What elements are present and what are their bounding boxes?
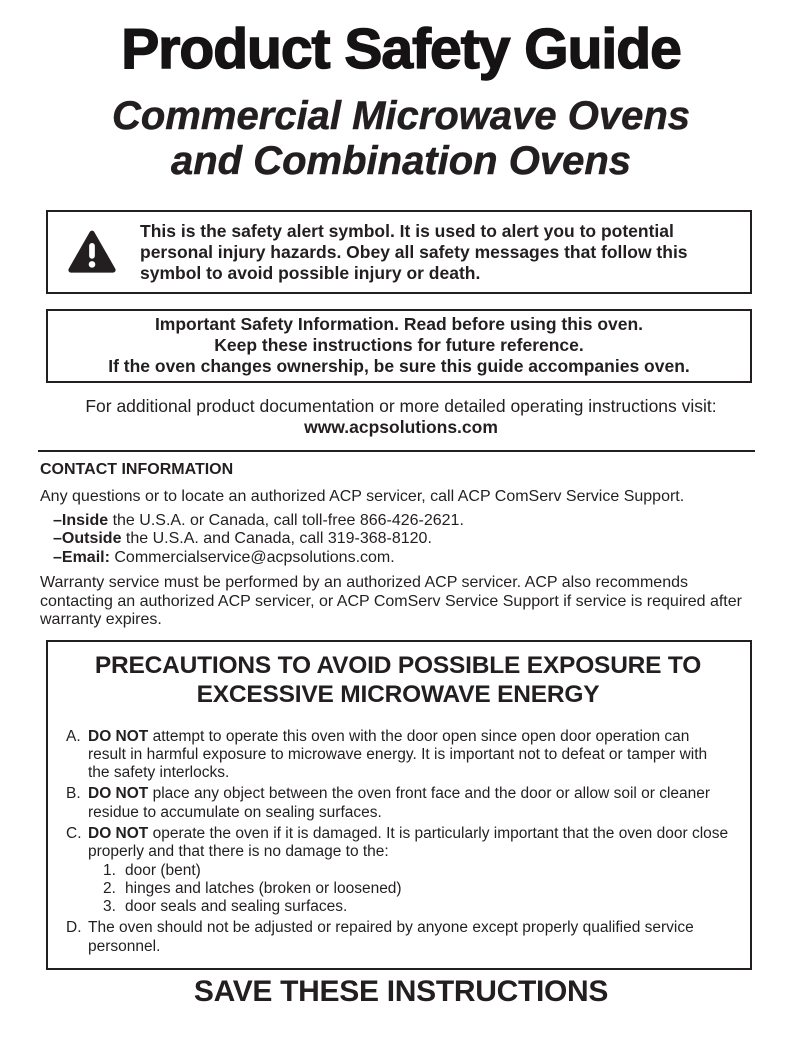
precautions-title (66, 651, 730, 709)
item-bold-prefix: DO NOT (88, 785, 149, 803)
precautions-title-line-2: EXCESSIVE MICROWAVE ENERGY (196, 680, 600, 708)
important-line-3: If the oven changes ownership, be sure this guide accompanies oven. (108, 356, 690, 376)
damage-sub-list (103, 862, 730, 917)
sub-item-3 (103, 898, 730, 916)
item-body (88, 919, 730, 956)
contact-item-text: the U.S.A. or Canada, call toll-free 866-426-2621. (108, 511, 464, 529)
safety-alert-box (46, 210, 752, 294)
item-bold-prefix: DO NOT (88, 727, 149, 745)
important-line-1: Important Safety Information. Read before using this oven. (154, 314, 644, 334)
contact-list (53, 512, 762, 568)
precaution-item-b (66, 785, 730, 822)
contact-information-heading: CONTACT INFORMATION (40, 461, 234, 478)
sub-item-number: 1. (103, 861, 116, 879)
item-letter: C. (66, 824, 82, 842)
sub-item-1 (103, 862, 730, 880)
precautions-list (66, 728, 730, 957)
contact-item-bold: Email: (61, 548, 110, 566)
subtitle-line-2: and Combination Ovens (170, 139, 632, 183)
precaution-item-d (66, 919, 730, 956)
contact-item-outside (53, 530, 762, 549)
item-body (88, 825, 730, 916)
contact-intro-text: Any questions or to locate an authorized ACP servicer, call ACP ComServ Service Support. (40, 488, 685, 505)
contact-item-email (53, 549, 762, 568)
page-title: Product Safety Guide (121, 17, 681, 81)
item-body (88, 785, 730, 822)
contact-item-bold: Outside (61, 530, 122, 547)
contact-item-text: Commercialservice@acpsolutions.com. (109, 548, 395, 566)
warranty-text: Warranty service must be performed by an authorized ACP servicer. ACP also recommends contacting an authorized ACP servicer, or ACP ComServ Service Support if service is required after warranty expires. (40, 574, 742, 628)
precautions-box (46, 640, 752, 971)
contact-dash: – (53, 511, 62, 529)
item-text: operate the oven if it is damaged. It is particularly important that the oven door close properly and that there is no damage to the: (88, 824, 729, 861)
documentation-info-text: For additional product documentation or more detailed operating instructions visit: (85, 396, 717, 416)
sub-item-text: hinges and latches (broken or loosened) (125, 879, 402, 897)
precautions-title-line-1: PRECAUTIONS TO AVOID POSSIBLE EXPOSURE TO (94, 651, 702, 679)
item-body (88, 728, 730, 783)
precaution-item-c (66, 825, 730, 916)
important-line-2: Keep these instructions for future reference. (214, 335, 584, 355)
sub-item-2 (103, 880, 730, 898)
page-subtitle (40, 94, 762, 184)
contact-item-inside (53, 512, 762, 531)
sub-item-text: door (bent) (125, 861, 201, 879)
contact-dash: – (53, 530, 62, 547)
precaution-item-a (66, 728, 730, 783)
item-letter: D. (66, 919, 82, 937)
contact-item-text: the U.S.A. and Canada, call 319-368-8120. (121, 530, 432, 547)
item-bold-prefix: DO NOT (88, 824, 149, 842)
contact-item-bold: Inside (61, 511, 109, 529)
sub-item-number: 3. (103, 898, 116, 916)
safety-alert-text: This is the safety alert symbol. It is used to alert you to potential personal injury hazards. Obey all safety messages that follow this symbol to avoid possible injury or death. (140, 220, 688, 283)
warning-triangle-icon (68, 226, 116, 278)
sub-item-text: door seals and sealing surfaces. (125, 898, 348, 916)
item-text: attempt to operate this oven with the door open since open door operation can result in harmful exposure to microwave energy. It is important not to defeat or tamper with the safety interlocks. (88, 727, 708, 782)
item-text: place any object between the oven front face and the door or allow soil or cleaner residue to accumulate on sealing surfaces. (88, 785, 711, 821)
item-letter: A. (66, 727, 81, 745)
sub-item-number: 2. (103, 879, 116, 897)
documentation-info (40, 396, 762, 438)
subtitle-line-1: Commercial Microwave Ovens (111, 94, 691, 138)
important-safety-box (46, 309, 752, 383)
item-text: The oven should not be adjusted or repaired by anyone except properly qualified service personnel. (88, 919, 694, 955)
section-divider (38, 450, 755, 452)
contact-dash: – (53, 548, 62, 566)
item-letter: B. (66, 785, 81, 803)
save-these-instructions-heading: SAVE THESE INSTRUCTIONS (193, 975, 609, 1009)
website-url: www.acpsolutions.com (304, 417, 498, 437)
